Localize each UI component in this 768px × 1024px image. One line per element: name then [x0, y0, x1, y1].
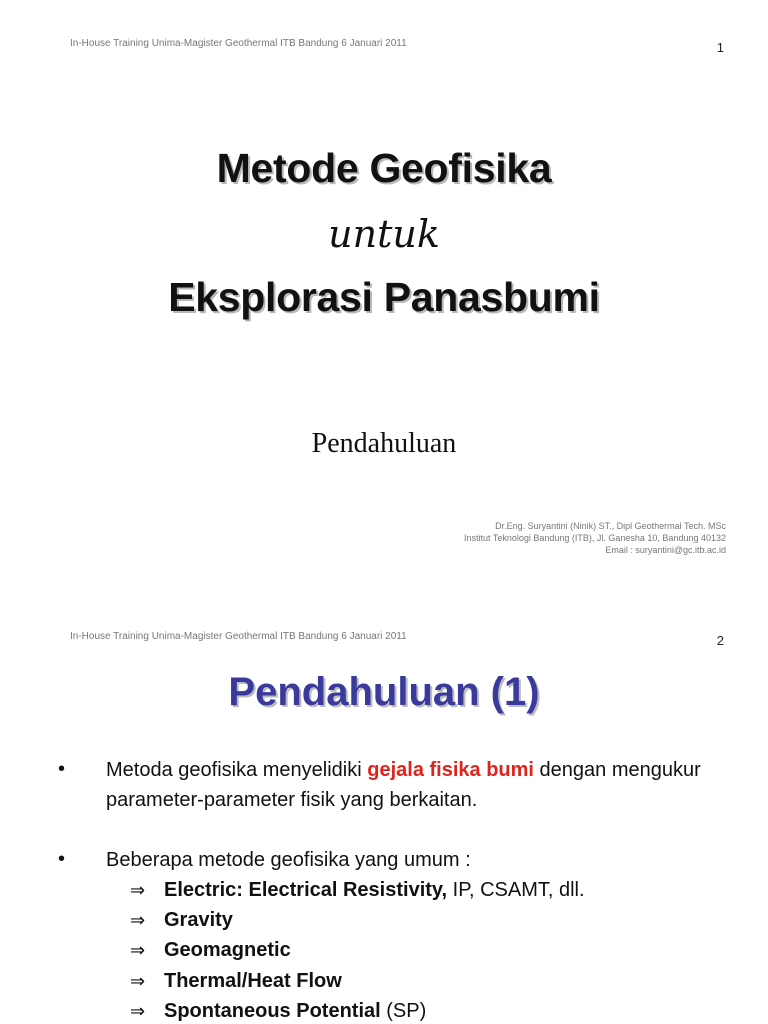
arrow-icon: ⇒ [130, 880, 146, 901]
method-item-2 [130, 909, 233, 932]
author-block [464, 520, 726, 556]
method-item-3 [130, 939, 291, 962]
method-1-rest: IP, CSAMT, dll. [447, 879, 585, 901]
slide1-header: In-House Training Unima-Magister Geothermal ITB Bandung 6 Januari 2011 [70, 38, 407, 49]
slide2-title: Pendahuluan (1) [228, 670, 540, 714]
title-line-2: untuk [328, 212, 440, 256]
arrow-icon: ⇒ [130, 971, 146, 992]
method-5-rest: (SP) [380, 1000, 427, 1022]
slide-2 [0, 600, 768, 1024]
bullet-dot-2: • [58, 848, 66, 870]
method-1-bold: Electric: Electrical Resistivity, [164, 879, 448, 901]
bullet-1-pre: Metoda geofisika menyelidiki [106, 759, 368, 781]
slide1-page-number: 1 [716, 40, 724, 55]
method-item-1 [130, 879, 585, 902]
arrow-icon: ⇒ [130, 1001, 146, 1022]
bullet-2-text: Beberapa metode geofisika yang umum : [106, 849, 471, 871]
author-institution: Institut Teknologi Bandung (ITB), Jl. Ganesha 10, Bandung 40132 [463, 533, 726, 543]
bullet-1-post: dengan mengukur parameter-parameter fisik yang berkaitan. [106, 759, 701, 811]
method-item-5 [130, 1000, 426, 1023]
method-3-bold: Geomagnetic [164, 939, 291, 961]
author-email: Email : suryantini@gc.itb.ac.id [605, 545, 726, 555]
title-line-1: Metode Geofisika [216, 145, 552, 191]
method-4-bold: Thermal/Heat Flow [164, 970, 342, 992]
arrow-icon: ⇒ [130, 940, 146, 961]
slide2-header: In-House Training Unima-Magister Geothermal ITB Bandung 6 Januari 2011 [70, 631, 407, 642]
bullet-1-highlight: gejala fisika bumi [367, 759, 534, 781]
bullet-1-text [106, 755, 746, 815]
slide2-page-number: 2 [716, 633, 724, 648]
bullet-dot-1: • [58, 758, 66, 780]
method-item-4 [130, 970, 342, 993]
title-line-3: Eksplorasi Panasbumi [168, 274, 600, 320]
method-5-bold: Spontaneous Potential [164, 1000, 381, 1022]
slide1-subtitle: Pendahuluan [311, 428, 457, 459]
method-2-bold: Gravity [164, 909, 233, 931]
author-name: Dr.Eng. Suryantini (Ninik) ST., Dipl Geothermal Tech. MSc [495, 521, 726, 531]
arrow-icon: ⇒ [130, 910, 146, 931]
